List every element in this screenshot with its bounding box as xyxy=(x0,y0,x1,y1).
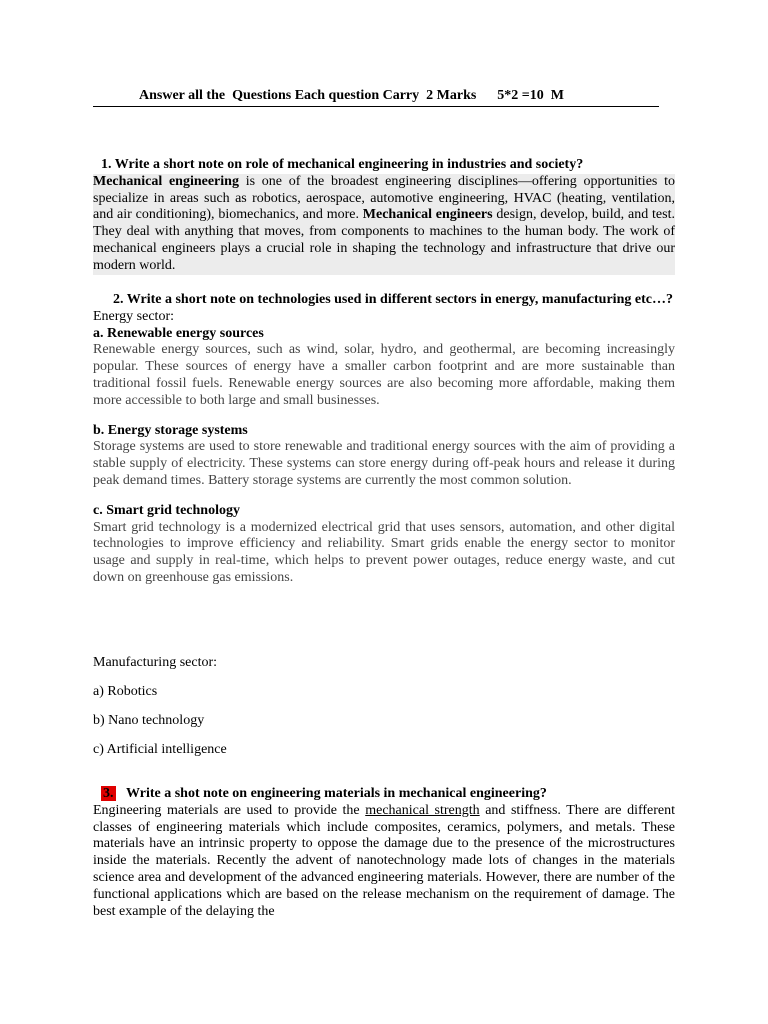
question-1-answer xyxy=(93,174,675,275)
smart-grid-heading: c. Smart grid technology xyxy=(93,502,240,518)
mechanical-strength-link[interactable]: mechanical strength xyxy=(365,802,480,818)
term-mechanical-engineers: Mechanical engineers xyxy=(362,207,493,223)
manufacturing-item-robotics: a) Robotics xyxy=(93,684,158,699)
manufacturing-sector-label: Manufacturing sector: xyxy=(93,655,218,670)
question-3-number: 3. xyxy=(103,786,114,801)
renewable-text: Renewable energy sources, such as wind, solar, hydro, and geothermal, are becoming increasingly popular. These sources of energy have a smaller carbon footprint and are more sustainable than traditional fossil fuels. Renewable energy sources are also becoming more affordable, making them more accessible to both large and small businesses. xyxy=(93,342,675,408)
manufacturing-item-ai: c) Artificial intelligence xyxy=(93,742,227,757)
page-header: Answer all the Questions Each question Carry 2 Marks 5*2 =10 M xyxy=(93,86,659,107)
energy-sector-label: Energy sector: xyxy=(93,308,174,324)
question-3-title-text: Write a shot note on engineering materials in mechanical engineering? xyxy=(126,786,547,801)
question-3-answer xyxy=(93,803,675,921)
storage-heading: b. Energy storage systems xyxy=(93,422,248,438)
storage-text: Storage systems are used to store renewable and traditional energy sources with the aim of providing a stable supply of electricity. These systems can store energy during off-peak hours and release it during peak demand times. Battery storage systems are currently the most common solution. xyxy=(93,439,675,488)
question-1-title: 1. Write a short note on role of mechanical engineering in industries and society? xyxy=(101,157,584,172)
renewable-heading: a. Renewable energy sources xyxy=(93,325,264,341)
question-2 xyxy=(93,292,675,587)
question-3 xyxy=(93,786,675,920)
question-2-title: 2. Write a short note on technologies used in different sectors in energy, manufacturing etc…? xyxy=(113,292,673,307)
smart-grid-text: Smart grid technology is a modernized electrical grid that uses sensors, automation, and other digital technologies to improve efficiency and reliability. Smart grids enable the energy sector to monitor usage and supply in real-time, which helps to prevent power outages, reduce energy waste, and cut down on greenhouse gas emissions. xyxy=(93,519,675,585)
term-mechanical-engineering: Mechanical engineering xyxy=(93,173,239,189)
manufacturing-item-nano: b) Nano technology xyxy=(93,713,205,728)
answer-1-text-2: design, develop, build, and test. They deal with anything that moves, from components to machines to the human body. The work of mechanical engineers plays a crucial role in shaping the technology and infrastructure that drive our modern world. xyxy=(93,207,675,273)
answer-3-text-1: Engineering materials are used to provide the xyxy=(93,802,366,818)
answer-3-text-2: and stiffness. There are different classes of engineering materials which include composites, ceramics, polymers, and metals. These materials have an intrinsic property to oppose the damage due to the presence of the microstructures inside the materials. Recently the advent of nanotechnology made lots of changes in the materials science area and development of the advanced engineering materials. However, there are number of the functional applications which are based on the release mechanism on the requirement of damage. The best example of the delaying the xyxy=(93,802,676,919)
question-3-title xyxy=(93,786,675,803)
answer-1-text-1: is one of the broadest engineering disciplines—offering opportunities to specialize in areas such as robotics, aerospace, automotive engineering, HVAC (heating, ventilation, and air conditioning), biomechanics, and more. xyxy=(93,173,675,223)
question-1 xyxy=(93,157,675,275)
